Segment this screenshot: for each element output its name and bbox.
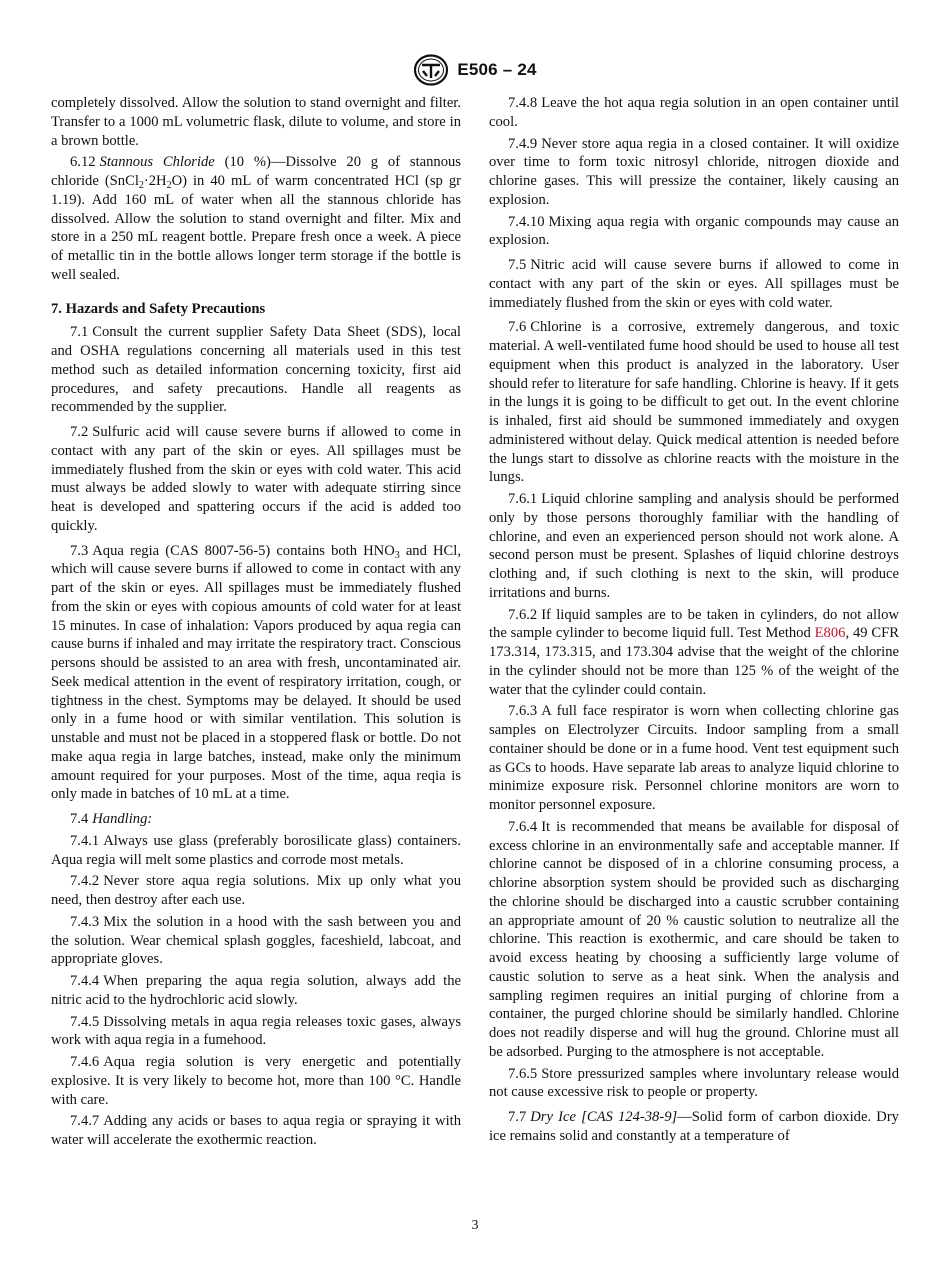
- paragraph-7-4-5: 7.4.5 Dissolving metals in aqua regia releases toxic gases, always work with aqua regia in a fumehood.: [51, 1013, 461, 1049]
- paragraph-number: 6.12: [70, 154, 96, 171]
- page-number: 3: [471, 1218, 479, 1233]
- astm-logo-icon: [413, 54, 449, 86]
- paragraph-7-4-10: 7.4.10 Mixing aqua regia with organic compounds may cause an explosion.: [489, 213, 899, 249]
- paragraph-7-6-2: 7.6.2 If liquid samples are to be taken in cylinders, do not allow the sample cylinder to become liquid full. Test Method E806, 49 CFR 173.314, 173.315, and 173.304 advise that the weight of the chlorine in the cylinder should not be more than 125 % of the weight of the water that the cylinder could contain.: [489, 606, 899, 698]
- paragraph-7-1: 7.1 Consult the current supplier Safety Data Sheet (SDS), local and OSHA regulations concerning all materials used in this test method such as detailed information concerning toxicity, first aid procedures, and safety precautions. Handle all reagents as recommended by the supplier.: [51, 324, 461, 416]
- paragraph-7-6-4: 7.6.4 It is recommended that means be available for disposal of excess chlorine in an environmentally safe and acceptable manner. If chlorine cannot be disposed of in a chlorine consuming process, a chlorine absorption system should be provided such as discharging the chlorine should be discharged into a caustic scrubber containing an appropriate amount of 20 % caustic solution to neutralize all the chlorine. This reaction is exothermic, and care should be taken to avoid excess heating by choosing a sufficiently large volume of caustic solution to serve as a heat sink. When the analysis and sampling regimen requires an initial purging of chlorine from a container, the purged chlorine should be similarly handled. Chlorine does not readily disperse and will hug the ground. Chlorine must all be adsorbed. Purging to the atmosphere is not acceptable.: [489, 818, 899, 1060]
- standard-link-e806[interactable]: E806: [814, 625, 846, 642]
- paragraph-7-3: 7.3 Aqua regia (CAS 8007-56-5) contains both $HNO_3$ and HCl, which will cause severe burns if allowed to come in contact with any part of the skin or eyes. All spillages must be immediately flushed from the skin or eyes with copious amounts of cold water for at least 15 minutes. In case of inhalation: Vapors produced by aqua regia can cause burns if inhaled and may irritate the respiratory tract. Conscious persons should be assisted to an area with fresh, uncontaminated air. Seek medical attention in the event of respiratory irritation, cough, or tightness in the chest. Symptoms may be delayed. It should be used only in a fume hood or with similar ventilation. This solution is unstable and must not be placed in a stoppered flask or bottle. Do not make aqua regia in large batches, instead, make only the minimum amount required for your purposes. Most of the time, aqua reqia is only made in batches of 10 mL at a time.: [51, 542, 461, 803]
- paragraph-7-6-5: 7.6.5 Store pressurized samples where involuntary release would not cause excessive risk to people or property.: [489, 1065, 899, 1101]
- paragraph-7-4-1: 7.4.1 Always use glass (preferably borosilicate glass) containers. Aqua regia will melt some plastics and corrode most metals.: [51, 832, 461, 868]
- paragraph-7-2: 7.2 Sulfuric acid will cause severe burns if allowed to come in contact with any part of the skin or eyes. All spillages must be immediately flushed from the skin or eyes with cold water. This acid must always be added slowly to water with adequate stirring since heat is developed and spattering occurs if the acid is added too quickly.: [51, 424, 461, 534]
- paragraph-7-4-9: 7.4.9 Never store aqua regia in a closed container. It will oxidize over time to form toxic nitrosyl chloride, nitrogen dioxide and chlorine gases. This will pressize the container, likely causing an explosion.: [489, 135, 899, 208]
- document-id: E506 – 24: [457, 60, 537, 79]
- paragraph-7-6: 7.6 Chlorine is a corrosive, extremely dangerous, and toxic material. A well-ventilated fume hood should be used to house all test equipment when this product is analyzed in the laboratory. User should refer to literature for safe handling. Chlorine is heavy. If it gets in the lungs it is going to be difficult to get out. In the event chlorine is inhaled, first aid should be summoned immediately and oxygen administered without delay. Quick medical attention is needed before the lungs start to dissolve as chlorine reacts with the moisture in the lungs.: [489, 319, 899, 486]
- paragraph-7-4-3: 7.4.3 Mix the solution in a hood with the sash between you and the solution. Wear chemical splash goggles, faceshield, labcoat, and appropriate gloves.: [51, 913, 461, 968]
- section-heading-7: 7. Hazards and Safety Precautions: [51, 300, 266, 317]
- paragraph-7-4: 7.4 Handling:: [70, 811, 153, 827]
- paragraph-6-12: 6.12 Stannous Chloride (10 %)—Dissolve 20 g of stannous chloride $(SnCl_2\cdot 2H_2O)$ in 40 mL of warm concentrated HCl (sp gr 1.19). Add 160 mL of water when all the stannous chloride has dissolved. Allow the solution to stand overnight and filter. Mix and store in a 250 mL reagent bottle. Prepare fresh once a week. A piece of metallic tin in the bottle allows longer term storage if the bottle is well sealed.: [51, 154, 461, 283]
- paragraph-7-6-1: 7.6.1 Liquid chlorine sampling and analysis should be performed only by those persons thoroughly familiar with the handling of chlorine, and even an experienced person should not work alone. A second person must be present. Splashes of liquid chlorine destroys clothing and, if such clothing is next to the skin, will produce irritations and burns.: [489, 491, 899, 601]
- paragraph-7-4-2: 7.4.2 Never store aqua regia solutions. Mix up only what you need, then destroy after each use.: [51, 873, 461, 908]
- paragraph-title: Stannous Chloride: [99, 154, 215, 171]
- paragraph-7-4-8: 7.4.8 Leave the hot aqua regia solution in an open container until cool.: [489, 95, 899, 130]
- paragraph-7-6-3: 7.6.3 A full face respirator is worn when collecting chlorine gas samples on Electrolyzer Circuits. Indoor sampling from a small container should be done or in a fume hood. Vent test equipment such as GCs to hoods. Have separate lab areas to analyze liquid chlorine to minimize exposure risk. Personnel chlorine monitors are worn to monitor personnel exposure.: [489, 703, 899, 813]
- paragraph-7-4-4: 7.4.4 When preparing the aqua regia solution, always add the nitric acid to the hydrochloric acid slowly.: [51, 973, 461, 1008]
- page-header: [0, 54, 950, 86]
- right-column: [489, 94, 899, 1149]
- paragraph-6-11-continued: completely dissolved. Allow the solution to stand overnight and filter. Transfer to a 1000 mL volumetric flask, dilute to volume, and store in a brown bottle.: [51, 95, 461, 149]
- left-column: [51, 94, 461, 1153]
- paragraph-7-4-6: 7.4.6 Aqua regia solution is very energetic and potentially explosive. It is very likely to become hot, more than 100 °C. Handle with care.: [51, 1054, 461, 1108]
- paragraph-7-5: 7.5 Nitric acid will cause severe burns if allowed to come in contact with any part of the skin or eyes. All spillages must be immediately flushed from the skin or eyes with cold water.: [489, 257, 899, 311]
- paragraph-7-7: 7.7 Dry Ice [CAS 124-38-9]—Solid form of carbon dioxide. Dry ice remains solid and constantly at a temperature of: [489, 1109, 899, 1144]
- paragraph-7-4-7: 7.4.7 Adding any acids or bases to aqua regia or spraying it with water will accelerate the exothermic reaction.: [51, 1113, 461, 1148]
